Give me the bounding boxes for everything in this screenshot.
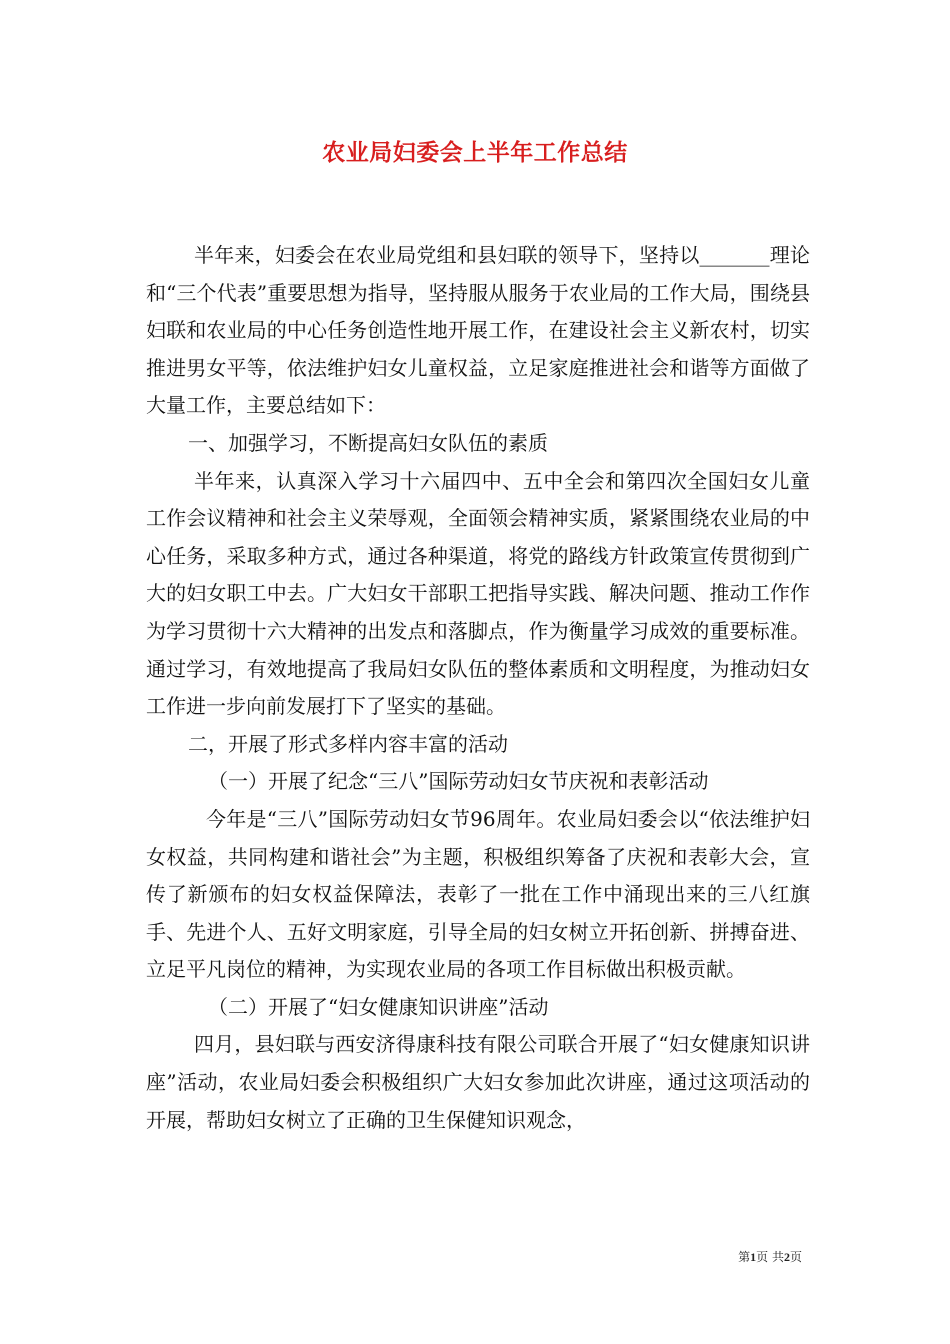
footer-middle: 页 共 (756, 1250, 784, 1264)
paragraph-health-lecture: 四月，县妇联与西安济得康科技有限公司联合开展了“妇女健康知识讲座”活动，农业局妇委会积极组织广大妇女参加此次讲座，通过这项活动的开展，帮助妇女树立了正确的卫生保健知识观念， (146, 1032, 810, 1132)
paragraph-womens-day: 今年是“三八”国际劳动妇女节96周年。农业局妇委会以“依法维护妇女权益，共同构建和谐社会”为主题，积极组织筹备了庆祝和表彰大会，宣传了新颁布的妇女权益保障法，表彰了一批在工作中涌现出来的三八红旗手、先进个人、五好文明家庭，引导全局的妇女树立开拓创新、拼搏奋进、立足平凡岗位的精神，为实现农业局的各项工作目标做出积极贡献。 (146, 806, 810, 982)
document-body (146, 237, 810, 1139)
document-title: 农业局妇委会上半年工作总结 (322, 139, 628, 166)
paragraph-intro: 半年来，妇委会在农业局党组和县妇联的领导下，坚持以_______理论和“三个代表”重要思想为指导，坚持服从服务于农业局的工作大局，围绕县妇联和农业局的中心任务创造性地开展工作，在建设社会主义新农村，切实推进男女平等，依法维护妇女儿童权益，立足家庭推进社会和谐等方面做了大量工作，主要总结如下： (146, 243, 810, 418)
footer-prefix: 第 (738, 1250, 751, 1264)
subsection-heading-2: （二）开展了“妇女健康知识讲座”活动 (208, 994, 549, 1019)
paragraph-study: 半年来，认真深入学习十六届四中、五中全会和第四次全国妇女儿童工作会议精神和社会主义荣辱观，全面领会精神实质，紧紧围绕农业局的中心任务，采取多种方式，通过各种渠道，将党的路线方针政策宣传贯彻到广大的妇女职工中去。广大妇女干部职工把指导实践、解决问题、推动工作作为学习贯彻十六大精神的出发点和落脚点，作为衡量学习成效的重要标准。通过学习，有效地提高了我局妇女队伍的整体素质和文明程度，为推动妇女工作进一步向前发展打下了坚实的基础。 (146, 468, 810, 719)
page-footer (738, 1248, 802, 1265)
footer-suffix: 页 (789, 1250, 802, 1264)
section-heading-1: 一、加强学习，不断提高妇女队伍的素质 (188, 430, 548, 455)
subsection-heading-1: （一）开展了纪念“三八”国际劳动妇女节庆祝和表彰活动 (208, 769, 709, 794)
footer-current-page: 1 (750, 1250, 757, 1264)
footer-total-pages: 2 (783, 1250, 790, 1264)
section-heading-2: 二，开展了形式多样内容丰富的活动 (188, 731, 508, 756)
